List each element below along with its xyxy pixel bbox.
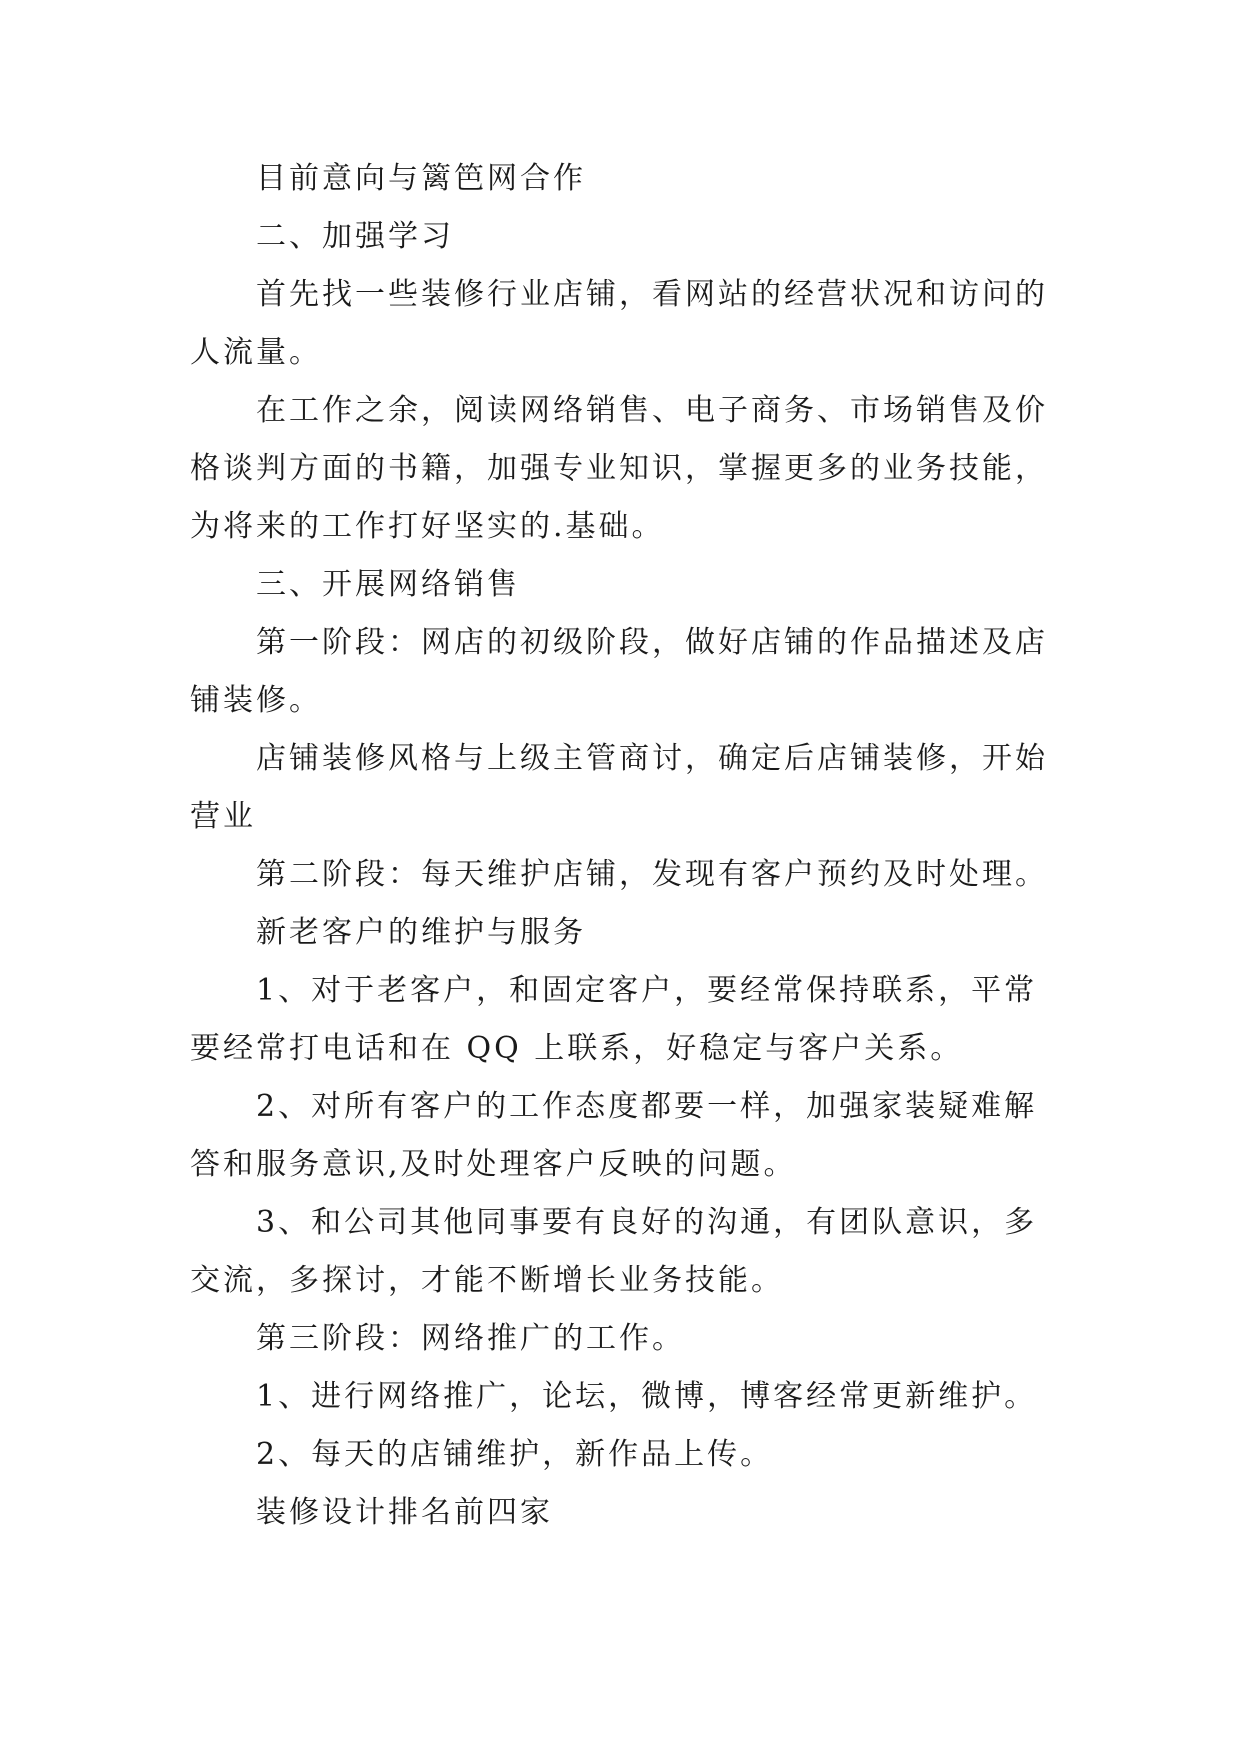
text-line: 第二阶段：每天维护店铺，发现有客户预约及时处理。 <box>256 857 1048 892</box>
text-line: 答和服务意识,及时处理客户反映的问题。 <box>190 1147 797 1182</box>
list-item-2-maintenance <box>190 1426 1050 1484</box>
paragraph-reading <box>190 382 1050 556</box>
text-line: 首先找一些装修行业店铺，看网站的经营状况和访问的 <box>256 277 1048 312</box>
text-line: 三、开展网络销售 <box>256 567 520 602</box>
paragraph-stage-one <box>190 614 1050 730</box>
text-line: 2、对所有客户的工作态度都要一样，加强家装疑难解 <box>256 1089 1038 1124</box>
text-line: 铺装修。 <box>190 683 322 718</box>
text-line: 第一阶段：网店的初级阶段，做好店铺的作品描述及店 <box>256 625 1048 660</box>
text-line: 装修设计排名前四家 <box>256 1495 553 1530</box>
text-line: 格谈判方面的书籍，加强专业知识，掌握更多的业务技能， <box>190 451 1048 486</box>
heading-online-sales <box>190 556 1050 614</box>
paragraph-stage-three <box>190 1310 1050 1368</box>
text-line: 1、进行网络推广，论坛，微博，博客经常更新维护。 <box>256 1379 1038 1414</box>
text-line: 在工作之余，阅读网络销售、电子商务、市场销售及价 <box>256 393 1048 428</box>
text-line: 交流，多探讨，才能不断增长业务技能。 <box>190 1263 784 1298</box>
text-line: 二、加强学习 <box>256 219 454 254</box>
text-line: 要经常打电话和在 QQ 上联系，好稳定与客户关系。 <box>190 1031 964 1066</box>
text-line: 1、对于老客户，和固定客户，要经常保持联系，平常 <box>256 973 1038 1008</box>
list-item-3-colleagues <box>190 1194 1050 1310</box>
list-item-1-promotion <box>190 1368 1050 1426</box>
text-line: 新老客户的维护与服务 <box>256 915 586 950</box>
text-line: 为将来的工作打好坚实的.基础。 <box>190 509 665 544</box>
text-line: 3、和公司其他同事要有良好的沟通，有团队意识，多 <box>256 1205 1038 1240</box>
paragraph-research-shops <box>190 266 1050 382</box>
list-item-1-old-customers <box>190 962 1050 1078</box>
text-line: 2、每天的店铺维护，新作品上传。 <box>256 1437 774 1472</box>
paragraph-stage-two <box>190 846 1050 904</box>
text-line: 人流量。 <box>190 335 322 370</box>
list-item-2-all-customers <box>190 1078 1050 1194</box>
heading-strengthen-study <box>190 208 1050 266</box>
paragraph-top-four <box>190 1484 1050 1542</box>
paragraph-intent <box>190 150 1050 208</box>
paragraph-shop-decoration <box>190 730 1050 846</box>
paragraph-customer-service <box>190 904 1050 962</box>
text-line: 第三阶段：网络推广的工作。 <box>256 1321 685 1356</box>
text-line: 目前意向与篱笆网合作 <box>256 161 586 196</box>
text-line: 营业 <box>190 799 256 834</box>
text-line: 店铺装修风格与上级主管商讨，确定后店铺装修，开始 <box>256 741 1048 776</box>
